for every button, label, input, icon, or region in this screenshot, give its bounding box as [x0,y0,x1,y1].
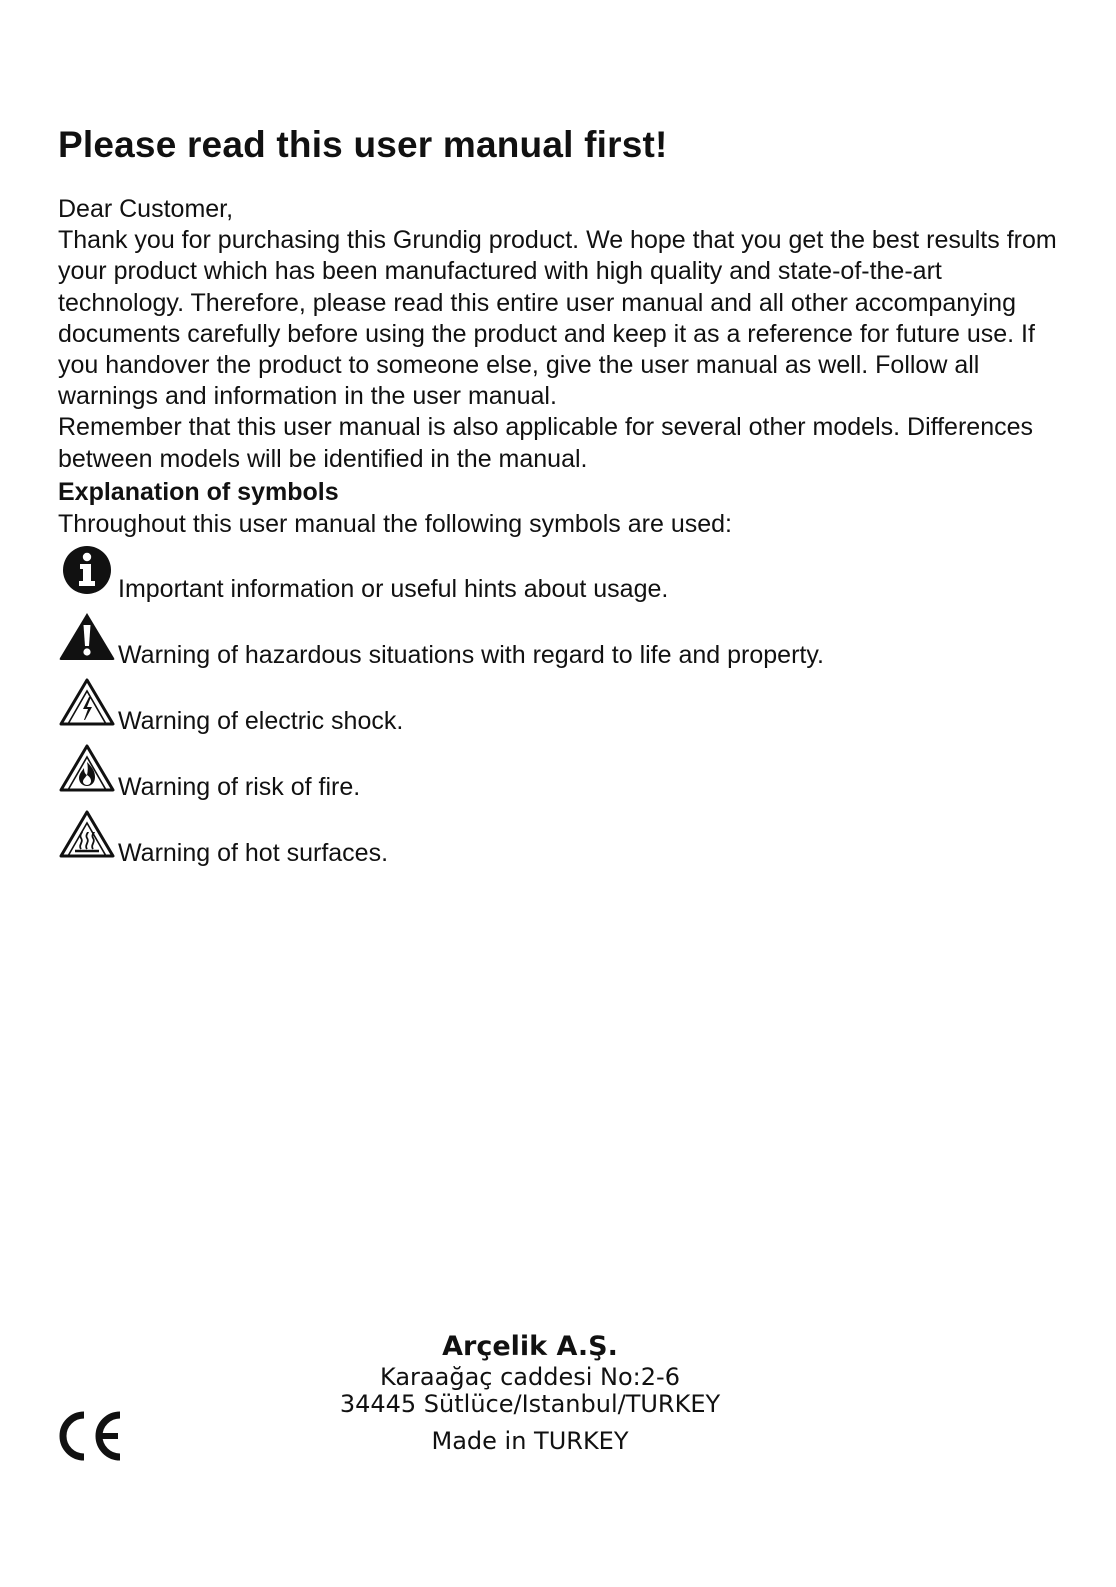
company-name: Arçelik A.Ş. [442,1331,618,1362]
symbol-row-info [58,544,958,604]
manufacturer-address [300,1330,760,1456]
address-line: 34445 Sütlüce/Istanbul/TURKEY [339,1390,721,1418]
models-note: Remember that this user manual is also applicable for several other models. Differences between models will be identified in the manual. [58,413,1033,473]
symbol-row-warning [58,610,958,670]
page-title: Please read this user manual first! [58,124,668,165]
ce-mark-icon [56,1410,124,1462]
symbol-text: Warning of hazardous situations with regard to life and property. [118,641,824,669]
intro-text [58,194,1068,475]
symbol-text: Warning of electric shock. [118,707,404,735]
symbol-text: Important information or useful hints about usage. [118,575,669,603]
symbols-heading: Explanation of symbols [58,478,339,506]
symbol-row-fire [58,742,958,802]
made-in: Made in TURKEY [431,1427,629,1455]
symbol-row-electric [58,676,958,736]
symbol-text: Warning of hot surfaces. [118,839,389,867]
fire-icon [58,742,116,800]
symbol-row-hot-surface [58,808,958,868]
intro-paragraph: Thank you for purchasing this Grundig product. We hope that you get the best results from your product which has been manufactured with high quality and state-of-the-art technology. Therefore, please read this entire user manual and all other accompanying documents carefully before using the product and keep it as a reference for future use. If you handover the product to someone else, give the user manual as well. Follow all warnings and information in the user manual. [58,226,1057,411]
electric-shock-icon [58,676,116,734]
symbol-text: Warning of risk of fire. [118,773,361,801]
warning-icon [58,610,116,668]
salutation: Dear Customer, [58,195,234,223]
symbols-intro: Throughout this user manual the following symbols are used: [58,510,732,538]
info-icon [58,544,116,602]
address-line: Karaağaç caddesi No:2-6 [380,1363,680,1391]
hot-surface-icon [58,808,116,866]
